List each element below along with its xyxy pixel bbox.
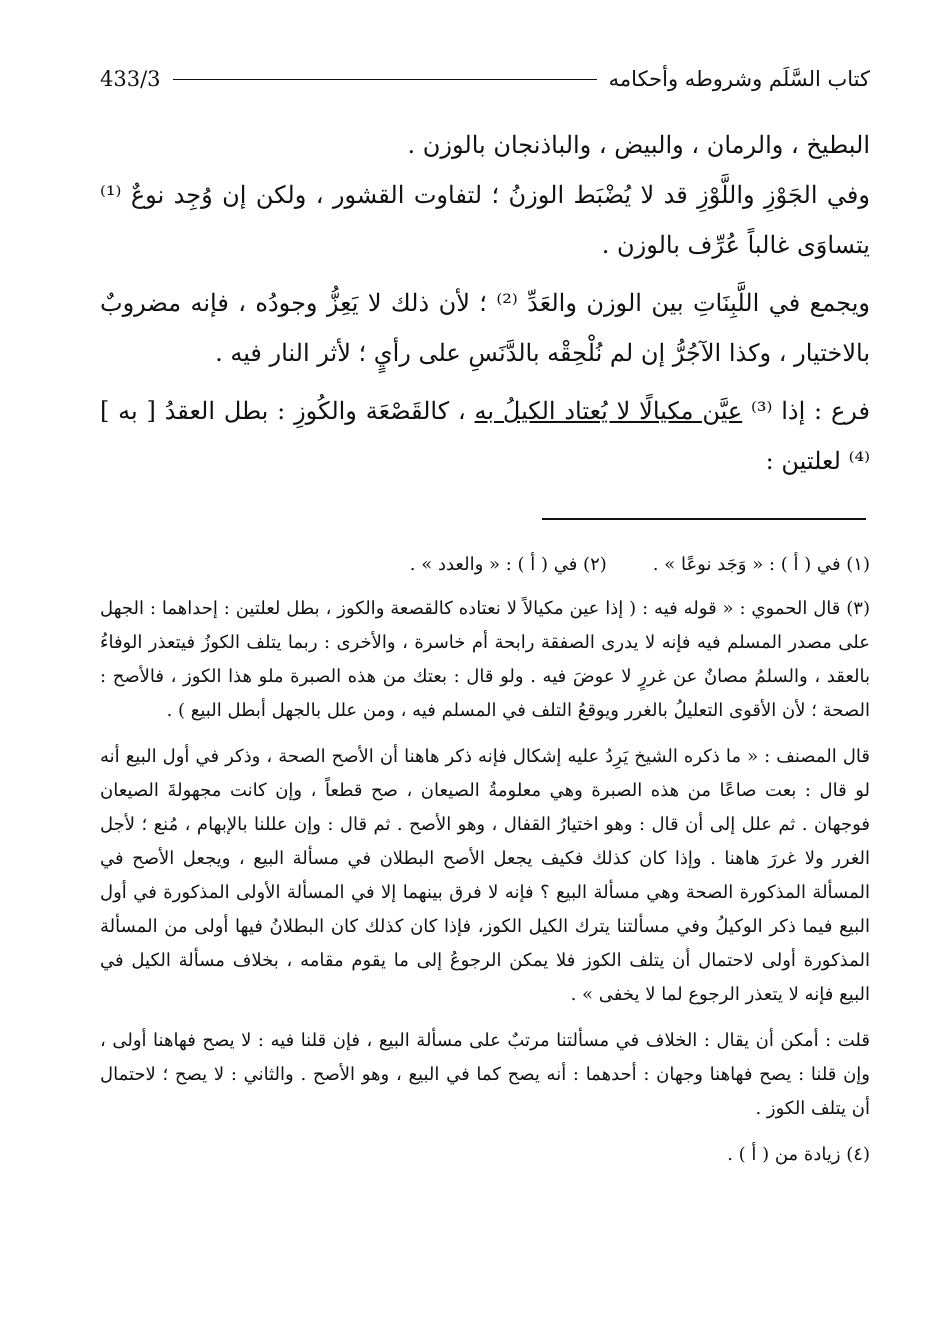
header-rule [173, 79, 597, 80]
paragraph-4-end: ، كالقَصْعَة والكُوزِ : بطل العقدُ [ به ] ⁽⁴⁾ لعلتين : [100, 397, 870, 475]
running-header-title: كتاب السَّلَم وشروطه وأحكامه [608, 67, 870, 91]
footnote-4: (٤) زيادة من ( أ ) . [727, 1144, 870, 1165]
footnote-3-part-1: (٣) قال الحموي : « قوله فيه : ( إذا عين مكيالاً لا نعتاده كالقصعة والكوز ، بطل لعلتين : إحداهما : الجهل على مصدر المسلم فيه فإنه لا يدرى الصفقة رابحة أم خاسرة ، والأخرى : ربما يتلف الكوزُ فيتعذر الوفاءُ بالعقد ، والسلمُ مصانٌ عن غررٍ لا عوضَ فيه . ولو قال : بعتك من هذه الصبرة ملو هذا الكوز ، فالأصح : الصحة ؛ لأن الأقوى التعليلُ بالغرر ويوقعُ التلف في المسلم فيه ، ومن علل بالجهل أبطل البيع ) . [100, 598, 870, 721]
running-header [100, 62, 870, 96]
underlined-phrase: عيَّن مكيالًا لا يُعتاد الكيلُ به [474, 397, 743, 425]
footnotes [100, 548, 870, 1184]
paragraph-2: وفي الجَوْزِ واللَّوْزِ قد لا يُضْبَط الوزنُ ؛ لتفاوت القشور ، ولكن إن وُجِد نوعٌ ⁽¹⁾ يتساوَى غالباً عُرِّف بالوزن . [100, 181, 870, 259]
footnote-3-part-2: قال المصنف : « ما ذكره الشيخ يَرِدُ عليه إشكال فإنه ذكر هاهنا أن الأصح الصحة ، وذكر في أول البيع أنه لو قال : بعت صاعًا من هذه الصبرة وهي معلومةُ الصيعان ، صح قطعاً ، وإن كانت مجهولةَ الصيعان فوجهان . ثم علل إلى أن قال : وهو اختيارُ القفال ، وهو الأصح . ثم قال : وإن عللنا بالإبهام ، مُنع ؛ لأجل الغرر ولا غررَ هاهنا . وإذا كان كذلك فكيف يجعل الأصح البطلان في مسألة البيع ، ويجعل الأصح في المسألة المذكورة الصحة وهي مسألة البيع ؟ فإنه لا فرق بينهما إلا في المسألة الأولى المذكورة في أول البيع فيما ذكر الوكيلُ وفي مسألتنا يترك الكيل الكوز، فإذا كان كذلك كان البطلانُ فيها أولى من المسألة المذكورة أولى لاحتمال أن يتلف الكوز فلا يمكن الرجوعُ إلى ما يقوم مقامه ، بخلاف مسألة الكيل في البيع فإنه لا يتعذر الرجوع لما لا يخفى » . [100, 746, 870, 1005]
footnote-separator [542, 518, 866, 520]
footnote-1: (١) في ( أ ) : « وَجَد نوعًا » . [652, 554, 870, 575]
paragraph-1: البطيخ ، والرمان ، والبيض ، والباذنجان بالوزن . [407, 131, 870, 159]
footnote-2: (٢) في ( أ ) : « والعدد » . [409, 554, 607, 575]
page-number: 433/3 [100, 67, 161, 91]
main-text [100, 120, 870, 494]
paragraph-4 [100, 386, 870, 486]
footnote-3-part-3: قلت : أمكن أن يقال : الخلاف في مسألتنا مرتبٌ على مسألة البيع ، فإن قلنا فيه : لا يصح فهاهنا أولى ، وإن قلنا : يصح فهاهنا وجهان : أحدهما : أنه يصح كما في البيع ، وهو الأصح . والثاني : لا يصح ؛ لاحتمال أن يتلف الكوز . [100, 1030, 870, 1119]
footnote-row-1-2 [100, 548, 870, 582]
paragraph-4-start: فرع : إذا ⁽³⁾ [742, 397, 870, 425]
paragraph-3: ويجمع في اللَّبِنَاتِ بين الوزن والعَدِّ ⁽²⁾ ؛ لأن ذلك لا يَعِزُّ وجودُه ، فإنه مضروبٌ بالاختيار ، وكذا الآجُرُّ إن لم نُلْحِقْه بالدَّنَسِ على رأيٍ ؛ لأثر النار فيه . [100, 289, 870, 367]
